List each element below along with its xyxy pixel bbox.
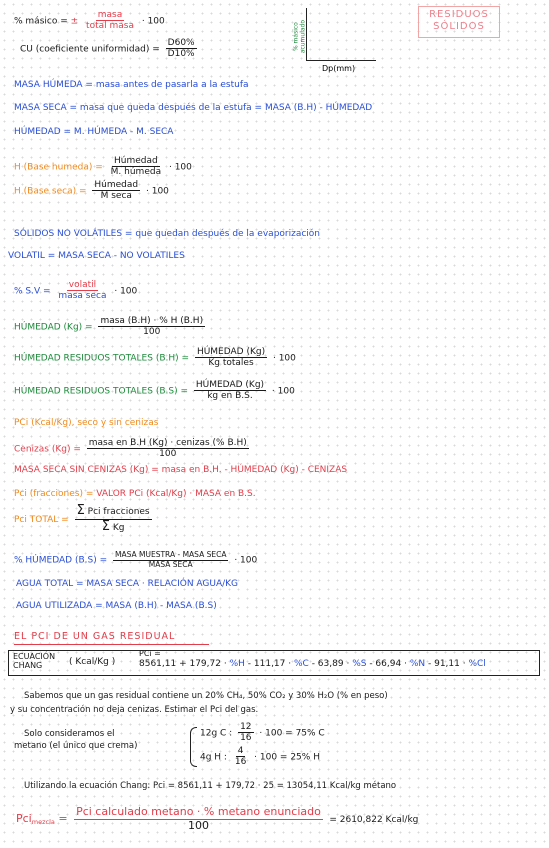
graph-x-axis [306,60,376,61]
mixture-pci-formula [16,806,418,832]
used-water-formula: AGUA UTILIZADA = MASA (B.H) - MASA (B.S) [16,601,217,611]
problem-line-1: Sabemos que un gas residual contiene un 20% CH₄, 50% CO₂ y 30% H₂O (% en peso) [24,691,388,701]
pci-title-text: PCi (Kcal/Kg), seco y sin cenizas [14,418,159,428]
fraction-denominator: masa seca [58,291,107,302]
humidity-percent-dry-formula [14,551,257,569]
formula-label: Pci (fracciones) = [14,489,94,499]
pci-fractions-formula [14,489,256,499]
volatile-solids-percent-formula [14,280,137,302]
calc-label: 4g H : [200,752,227,763]
humidity-kg-formula [14,316,208,338]
fraction-denominator: MASA SECA [148,559,193,569]
formula-tail: · 100 [141,16,165,27]
sigma-symbol: Σ [101,518,110,534]
fraction-denominator: total masa [86,21,134,32]
equation-pci-label: PCi = [139,649,161,658]
hydrogen-percent-calc [200,746,320,768]
total-residue-humidity-wet-formula [14,347,296,369]
wet-mass-definition: MASA HÚMEDA = masa antes de pasarla a la estufa [14,80,249,90]
formula-equals: = [58,812,68,826]
calc-result: · 100 = 25% H [254,752,320,763]
fraction-numerator: masa (B.H) · % H (B.H) [100,316,204,326]
fraction-denominator: 100 [143,327,161,338]
eq-var-cl: %Cl [468,659,486,669]
fraction-numerator: Húmedad [94,180,139,190]
eq-var-s: %S [352,659,367,669]
formula-label: % HÚMEDAD (B.S) = [14,555,108,566]
formula-tail: · 100 [271,386,295,397]
fraction-denominator: M seca [100,191,132,202]
formula-label: H (Base humeda) = [14,162,103,173]
fraction-denominator: Kg totales [208,358,254,369]
formula-tail: · 100 [272,353,296,364]
problem-line-2: y su concentración no deja cenizas. Estimar el Pci del gas. [10,705,259,715]
equation-body [139,659,486,669]
volatile-definition: VOLATIL = MASA SECA - NO VOLATILES [8,251,185,261]
total-residue-humidity-dry-formula [14,380,295,402]
equation-name-line-1: ECUACIÓN [13,652,56,661]
eq-term-d: - 66,94 · [369,659,407,669]
eq-term-a: 8561,11 + 179,72 · [139,659,227,669]
cumulative-mass-graph [292,8,384,78]
note-line-1: Solo consideramos el [24,729,115,739]
sigma-symbol: Σ [76,503,85,518]
ash-formula [14,438,252,460]
eq-term-e: - 91,11 · [427,659,466,669]
fraction-numerator: masa [97,10,123,20]
fraction-numerator: HÚMEDAD (Kg) [196,347,266,357]
formula-tail: · 100 [146,186,169,197]
formula-tail: · 100 [168,162,192,173]
humidity-dry-basis-formula [14,180,169,202]
graph-x-label: Dp(mm) [322,64,356,73]
formula-tail: · 100 [114,286,138,297]
fraction-numerator: HÚMEDAD (Kg) [195,380,265,390]
fraction-numerator: Húmedad [114,156,158,166]
formula-label: Cenizas (Kg) = [14,444,81,455]
fraction-denominator: 16 [240,733,252,744]
eq-term-c: - 63,89 · [311,659,350,669]
carbon-percent-calc [200,722,325,744]
title-stamp [418,6,500,38]
formula-label: % másico = [14,16,68,27]
fraction-numerator: Pci calculado metano · % metano enunciado [76,805,321,818]
calc-label: 12g C : [200,728,233,739]
fraction-denominator: D10% [167,49,195,60]
fraction-numerator: masa en B.H (Kg) · cenizas (% B.H) [88,438,247,448]
fraction-numerator: D60% [167,38,195,48]
fraction-denominator: M. húmeda [110,167,162,178]
fraction-numerator: Pci fracciones [87,507,150,517]
formula-label: H (Base seca) = [14,186,87,197]
dry-mass-ash-free-formula: MASA SECA SIN CENIZAS (Kg) = masa en B.H. - HÚMEDAD (Kg) - CENIZAS [14,465,348,475]
stamp-line-2: SÓLIDOS [433,21,485,32]
fraction-numerator: MASA MUESTRA - MASA SECA [115,550,227,559]
total-water-formula: AGUA TOTAL = MASA SECA · RELACIÓN AGUA/KG [16,579,239,589]
fraction-denominator: Kg [112,522,125,533]
formula-label: HÚMEDAD RESIDUOS TOTALES (B.H) = [14,353,190,364]
eq-var-c: %C [293,659,309,669]
equation-name-line-2: CHANG [13,660,43,670]
eq-var-n: %N [409,659,426,669]
fraction-denominator: kg en B.S. [207,391,253,402]
dry-mass-definition: MASA SECA = masa que queda después de la estufa = MASA (B.H) - HÚMEDAD [14,103,373,113]
pci-title [14,418,158,428]
gas-residual-heading: EL PCI DE UN GAS RESIDUAL [14,631,176,642]
eq-term-b: - 111,17 · [247,659,292,669]
formula-label-subscript: mezcla [31,818,55,827]
uniformity-coefficient-formula [20,38,200,60]
chang-equation-box [8,650,540,676]
eq-var-h: %H [229,659,245,669]
fraction-numerator: 4 [237,746,244,756]
note-line-2: metano (el único que crema) [14,741,138,751]
stamp-line-1: RESIDUOS [429,9,489,20]
formula-label: % S.V = [14,286,51,297]
chang-calculation: Utilizando la ecuación Chang: Pci = 8561,11 + 179,72 · 25 = 13054,11 Kcal/kg métano [24,781,397,791]
formula-label: CU (coeficiente uniformidad) = [20,44,160,55]
equation-unit: ( Kcal/Kg ) [69,657,116,667]
formula-coef: ± [70,16,79,27]
fraction-numerator: volatil [68,280,97,290]
formula-body: VALOR PCi (Kcal/Kg) · MASA en B.S. [96,489,256,499]
graph-y-label: % másico acumulado [292,19,306,54]
fraction-denominator: 16 [234,757,247,768]
fraction-denominator: 100 [159,449,177,460]
formula-tail: · 100 [234,555,258,566]
formula-label: Pci TOTAL = [14,514,69,525]
pci-total-formula [14,504,155,535]
heading-underline [14,644,209,645]
humidity-wet-basis-formula [14,156,192,178]
formula-label: HÚMEDAD RESIDUOS TOTALES (B.S) = [14,386,188,397]
equation-name [13,653,55,671]
non-volatile-solids-definition: SÓLIDOS NO VOLÁTILES = que quedan después de la evaporización [14,229,321,239]
formula-result: = 2610,822 Kcal/kg [329,815,419,826]
formula-label: HÚMEDAD (Kg) = [14,322,93,333]
humidity-definition: HÚMEDAD = M. HÚMEDA - M. SECA [14,127,174,137]
calc-result: · 100 = 75% C [259,728,325,739]
graph-y-axis [306,8,307,60]
mass-percent-formula [14,10,165,32]
formula-label: Pci [16,812,32,826]
brace [190,727,197,767]
fraction-denominator: 100 [187,818,209,832]
fraction-numerator: 12 [240,722,252,732]
